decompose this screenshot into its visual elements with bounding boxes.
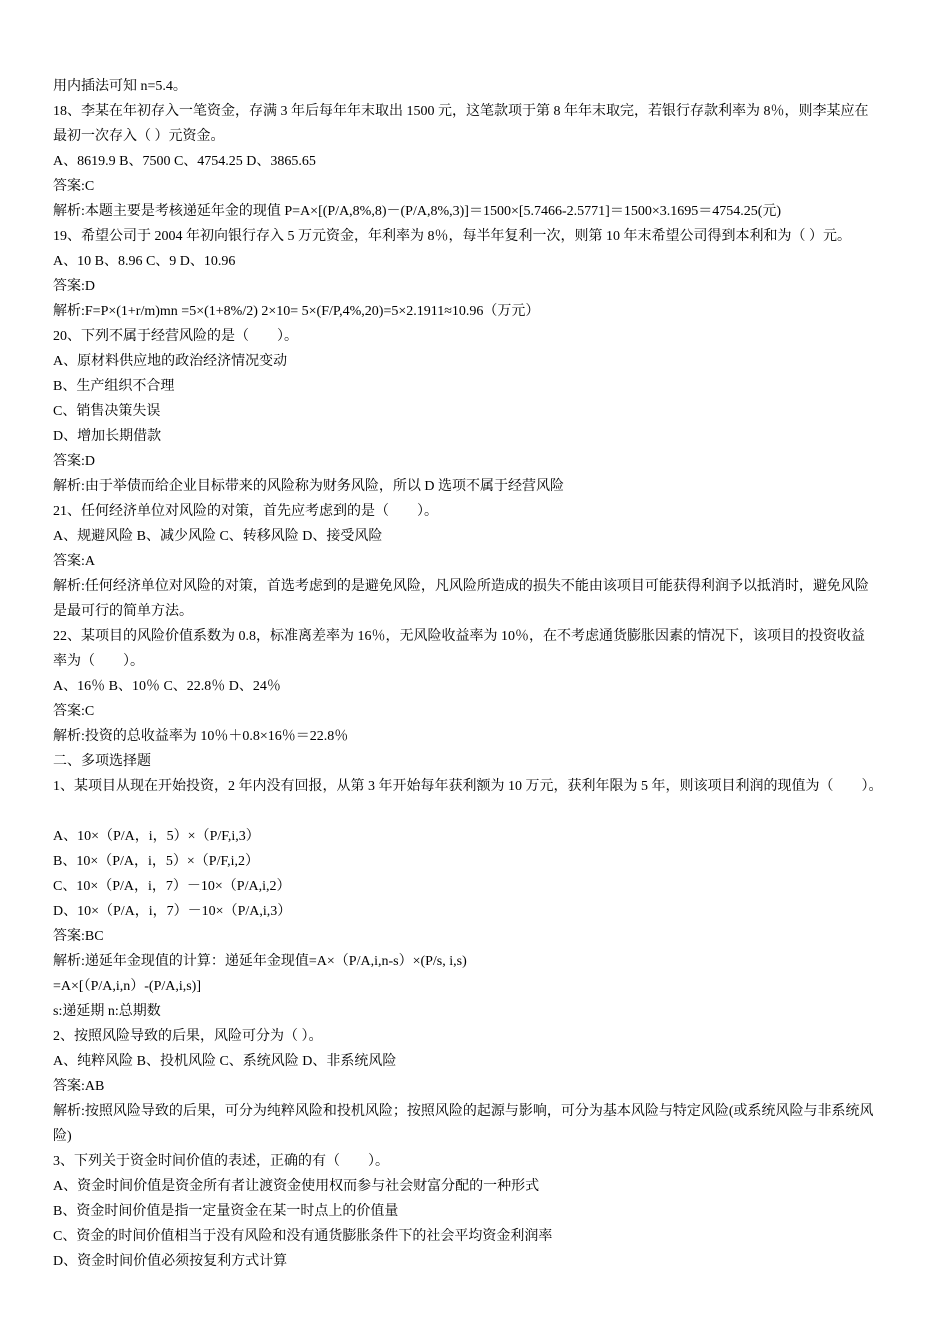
options-line: A、8619.9 B、7500 C、4754.25 D、3865.65	[53, 154, 316, 169]
question-21: 21、任何经济单位对风险的对策，首先应考虑到的是（ ）。	[53, 504, 438, 519]
question-mc-2: 2、按照风险导致的后果，风险可分为（ ）。	[53, 1029, 323, 1044]
options-line: A、纯粹风险 B、投机风险 C、系统风险 D、非系统风险	[53, 1054, 397, 1069]
options-line: A、10 B、8.96 C、9 D、10.96	[53, 254, 236, 269]
question-20: 20、下列不属于经营风险的是（ ）。	[53, 329, 298, 344]
text-line: 是最可行的简单方法。	[53, 604, 193, 619]
option-line: C、资金的时间价值相当于没有风险和没有通货膨胀条件下的社会平均资金利润率	[53, 1229, 553, 1244]
section-heading: 二、多项选择题	[53, 754, 151, 769]
explanation-line: 解析:F=P×(1+r/m)mn =5×(1+8%/2) 2×10= 5×(F/P,4%,20)=5×2.1911≈10.96（万元）	[53, 304, 540, 319]
option-line: B、资金时间价值是指一定量资金在某一时点上的价值量	[53, 1204, 399, 1219]
question-22: 22、某项目的风险价值系数为 0.8，标准离差率为 16％，无风险收益率为 10％，在不考虑通货膨胀因素的情况下，该项目的投资收益	[53, 629, 865, 644]
option-line: B、10×（P/A，i，5）×（P/F,i,2）	[53, 854, 260, 869]
answer-line: 答案:C	[53, 704, 95, 719]
answer-line: 答案:BC	[53, 929, 104, 944]
explanation-line: 解析:投资的总收益率为 10％＋0.8×16％＝22.8％	[53, 729, 349, 744]
option-line: C、销售决策失误	[53, 404, 161, 419]
answer-line: 答案:A	[53, 554, 95, 569]
option-line: A、原材料供应地的政治经济情况变动	[53, 354, 288, 369]
answer-line: 答案:D	[53, 279, 95, 294]
text-line: 险)	[53, 1129, 72, 1144]
option-line: B、生产组织不合理	[53, 379, 175, 394]
option-line: A、10×（P/A，i，5）×（P/F,i,3）	[53, 829, 260, 844]
document-page	[53, 74, 923, 1274]
question-mc-3: 3、下列关于资金时间价值的表述，正确的有（ ）。	[53, 1154, 389, 1169]
answer-line: 答案:D	[53, 454, 95, 469]
blank-line	[53, 799, 923, 824]
text-line: 用内插法可知 n=5.4。	[53, 79, 187, 94]
answer-line: 答案:AB	[53, 1079, 105, 1094]
explanation-line: 解析:任何经济单位对风险的对策，首选考虑到的是避免风险，凡风险所造成的损失不能由该项目可能获得利润予以抵消时，避免风险	[53, 579, 869, 594]
question-18: 18、李某在年初存入一笔资金，存满 3 年后每年年末取出 1500 元，这笔款项于第 8 年年末取完，若银行存款利率为 8％，则李某应在	[53, 104, 869, 119]
explanation-line: 解析:本题主要是考核递延年金的现值 P=A×[(P/A,8%,8)－(P/A,8%,3)]＝1500×[5.7466-2.5771]＝1500×3.1695＝4754.25(元)	[53, 204, 782, 219]
explanation-line: 解析:递延年金现值的计算：递延年金现值=A×（P/A,i,n-s）×(P/s, i,s)	[53, 954, 467, 969]
option-line: C、10×（P/A，i，7）－10×（P/A,i,2）	[53, 879, 291, 894]
text-line: 率为（ ）。	[53, 654, 144, 669]
formula-line: =A×[（P/A,i,n）-(P/A,i,s)]	[53, 979, 202, 994]
explanation-line: 解析:由于举债而给企业目标带来的风险称为财务风险，所以 D 选项不属于经营风险	[53, 479, 564, 494]
text-line: s:递延期 n:总期数	[53, 1004, 161, 1019]
option-line: D、10×（P/A，i，7）－10×（P/A,i,3）	[53, 904, 292, 919]
question-19: 19、希望公司于 2004 年初向银行存入 5 万元资金，年利率为 8％，每半年复利一次，则第 10 年末希望公司得到本利和为（ ）元。	[53, 229, 851, 244]
question-mc-1: 1、某项目从现在开始投资，2 年内没有回报，从第 3 年开始每年获利额为 10 万元，获利年限为 5 年，则该项目利润的现值为（ ）。	[53, 779, 883, 794]
option-line: D、增加长期借款	[53, 429, 162, 444]
text-line: 最初一次存入（ ）元资金。	[53, 129, 225, 144]
option-line: A、资金时间价值是资金所有者让渡资金使用权而参与社会财富分配的一种形式	[53, 1179, 540, 1194]
options-line: A、16％ B、10％ C、22.8％ D、24％	[53, 679, 281, 694]
explanation-line: 解析:按照风险导致的后果，可分为纯粹风险和投机风险；按照风险的起源与影响，可分为基本风险与特定风险(或系统风险与非系统风	[53, 1104, 874, 1119]
options-line: A、规避风险 B、减少风险 C、转移风险 D、接受风险	[53, 529, 383, 544]
answer-line: 答案:C	[53, 179, 95, 194]
option-line: D、资金时间价值必须按复利方式计算	[53, 1254, 288, 1269]
